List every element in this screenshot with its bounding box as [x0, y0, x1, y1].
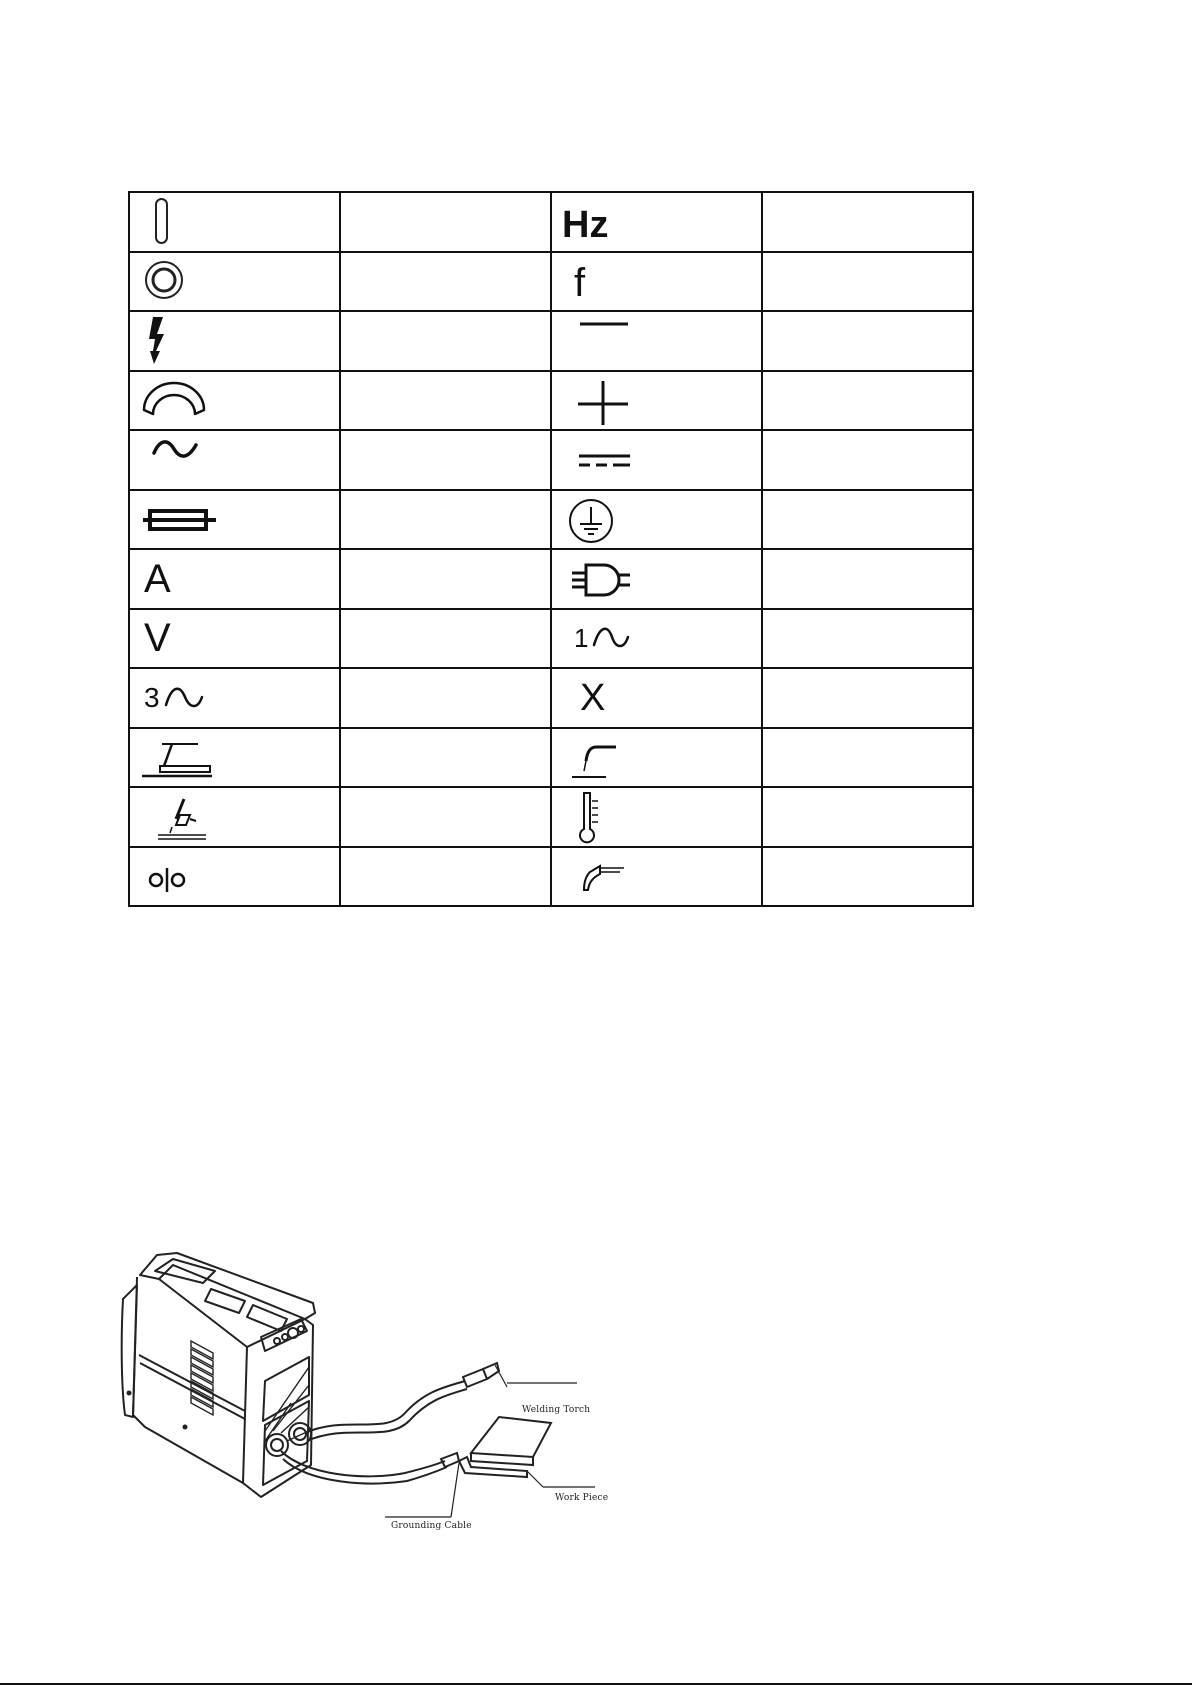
welding-torch-label: Welding Torch	[522, 1405, 591, 1415]
symbol-cell	[551, 549, 762, 609]
mig-torch-icon	[562, 731, 632, 783]
description-cell	[762, 371, 973, 431]
concentric-circles-icon	[140, 255, 200, 307]
on-off-switch-icon	[140, 196, 200, 248]
description-cell	[340, 549, 551, 609]
hertz-symbol: Hz	[562, 203, 609, 246]
symbol-cell	[551, 490, 762, 550]
description-cell	[340, 787, 551, 847]
description-cell	[340, 371, 551, 431]
symbol-cell	[551, 728, 762, 788]
symbol-cell	[129, 609, 340, 669]
description-cell	[762, 787, 973, 847]
symbol-cell	[551, 787, 762, 847]
symbol-table	[128, 191, 974, 907]
description-cell	[762, 728, 973, 788]
description-cell	[762, 847, 973, 907]
plug-icon	[562, 553, 642, 605]
three-phase-ac-icon	[140, 681, 339, 715]
description-cell	[340, 252, 551, 312]
symbol-cell	[551, 430, 762, 490]
phase-count-label: 3	[144, 681, 160, 713]
electrode-holder-icon	[140, 791, 220, 843]
symbol-cell	[551, 252, 762, 312]
description-cell	[762, 668, 973, 728]
fuse-icon	[140, 493, 220, 545]
single-phase-ac-icon	[562, 621, 761, 655]
alternating-current-icon	[140, 431, 210, 465]
table-row	[129, 609, 973, 669]
symbol-cell	[129, 847, 340, 907]
duty-cycle-symbol: X	[580, 676, 606, 719]
sine-wave-icon	[588, 621, 632, 655]
symbol-cell	[129, 490, 340, 550]
description-cell	[340, 847, 551, 907]
symbol-cell	[551, 192, 762, 252]
symbol-cell	[129, 787, 340, 847]
symbol-cell	[551, 847, 762, 907]
direct-current-icon	[562, 434, 632, 486]
description-cell	[340, 728, 551, 788]
switch-contact-icon	[140, 850, 200, 902]
ampere-symbol: A	[144, 556, 171, 601]
table-row	[129, 371, 973, 431]
symbol-cell	[551, 668, 762, 728]
volt-symbol: V	[144, 616, 171, 661]
description-cell	[762, 252, 973, 312]
description-cell	[762, 430, 973, 490]
symbol-cell	[129, 430, 340, 490]
symbol-cell	[129, 668, 340, 728]
frequency-symbol: f	[574, 261, 586, 306]
welding-torch-icon	[562, 850, 632, 902]
description-cell	[762, 311, 973, 371]
table-row	[129, 728, 973, 788]
description-cell	[340, 430, 551, 490]
description-cell	[762, 549, 973, 609]
tig-torch-icon	[140, 731, 220, 783]
plus-icon	[562, 374, 632, 426]
sine-wave-icon	[160, 681, 206, 715]
table-row	[129, 668, 973, 728]
lightning-bolt-icon	[140, 315, 200, 367]
table-row	[129, 430, 973, 490]
table-row	[129, 490, 973, 550]
symbol-cell	[551, 311, 762, 371]
table-row	[129, 549, 973, 609]
description-cell	[340, 311, 551, 371]
symbol-cell	[129, 311, 340, 371]
table-row	[129, 252, 973, 312]
symbol-cell	[129, 371, 340, 431]
table-row	[129, 787, 973, 847]
grounding-cable-label: Grounding Cable	[391, 1521, 472, 1531]
symbol-cell	[551, 371, 762, 431]
welder-illustration	[115, 1235, 615, 1535]
table-row	[129, 192, 973, 252]
description-cell	[340, 609, 551, 669]
protective-earth-icon	[562, 493, 622, 545]
symbol-cell	[551, 609, 762, 669]
description-cell	[762, 192, 973, 252]
description-cell	[340, 192, 551, 252]
thermometer-icon	[562, 789, 622, 845]
description-cell	[762, 490, 973, 550]
work-piece-label: Work Piece	[555, 1493, 609, 1503]
table-row	[129, 847, 973, 907]
symbol-cell	[129, 549, 340, 609]
phase-count-label: 1	[574, 623, 589, 654]
description-cell	[340, 490, 551, 550]
arc-icon	[140, 374, 210, 426]
symbol-cell	[129, 728, 340, 788]
welder-connection-diagram	[115, 1235, 615, 1535]
minus-icon	[562, 312, 632, 342]
symbol-cell	[129, 192, 340, 252]
description-cell	[340, 668, 551, 728]
symbol-cell	[129, 252, 340, 312]
table-row	[129, 311, 973, 371]
description-cell	[762, 609, 973, 669]
